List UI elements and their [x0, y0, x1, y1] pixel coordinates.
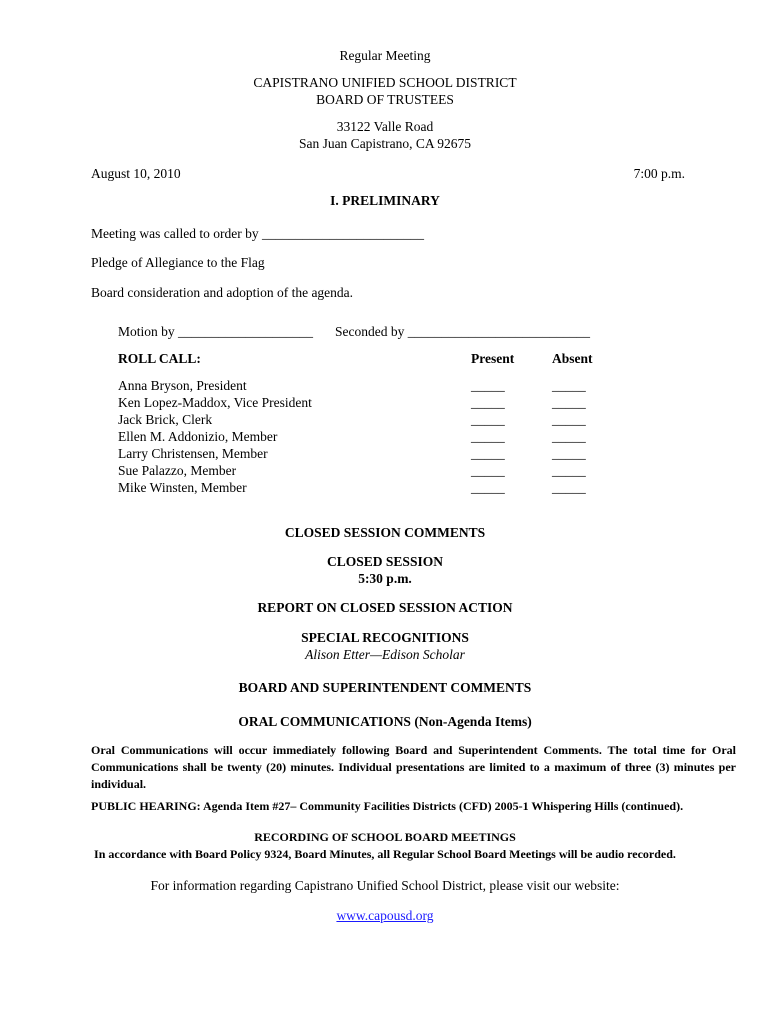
closed-session-time: 5:30 p.m. [358, 571, 412, 586]
member-name: Larry Christensen, Member [118, 446, 268, 461]
address-line1: 33122 Valle Road [336, 119, 434, 134]
member-name: Ken Lopez-Maddox, Vice President [118, 395, 312, 410]
district-name: CAPISTRANO UNIFIED SCHOOL DISTRICT [253, 75, 517, 90]
present-label: Present [471, 351, 515, 366]
closed-session-comments-heading: CLOSED SESSION COMMENTS [284, 525, 486, 540]
absent-blank: _____ [552, 429, 586, 444]
member-name: Mike Winsten, Member [118, 480, 247, 495]
recording-heading: RECORDING OF SCHOOL BOARD MEETINGS [254, 830, 516, 844]
member-name: Jack Brick, Clerk [118, 412, 213, 427]
absent-blank: _____ [552, 378, 586, 393]
absent-blank: _____ [552, 446, 586, 461]
present-blank: _____ [471, 463, 505, 478]
absent-blank: _____ [552, 463, 586, 478]
seconded-line: Seconded by ___________________________ [335, 324, 590, 339]
roll-call-heading: ROLL CALL: [118, 351, 201, 366]
present-blank: _____ [471, 446, 505, 461]
oral-communications-paragraph: Oral Communications will occur immediately following Board and Superintendent Comments. The total time for Oral Communications shall be twenty (20) minutes. Individual presentations are limited to a maximum of three (3) minutes per individual. [91, 743, 736, 791]
meeting-type: Regular Meeting [339, 48, 431, 63]
meeting-time: 7:00 p.m. [633, 166, 685, 181]
present-blank: _____ [471, 429, 505, 444]
present-blank: _____ [471, 395, 505, 410]
public-hearing-line: PUBLIC HEARING: Agenda Item #27– Community Facilities Districts (CFD) 2005-1 Whispering Hills (continued). [91, 799, 684, 813]
present-blank: _____ [471, 480, 505, 495]
absent-label: Absent [552, 351, 593, 366]
agenda-adoption: Board consideration and adoption of the agenda. [91, 285, 354, 300]
board-comments-heading: BOARD AND SUPERINTENDENT COMMENTS [238, 680, 532, 695]
pledge: Pledge of Allegiance to the Flag [91, 255, 265, 270]
call-to-order: Meeting was called to order by ________________________ [91, 226, 424, 241]
absent-blank: _____ [552, 395, 586, 410]
closed-session-heading: CLOSED SESSION [327, 554, 443, 569]
special-recognitions-heading: SPECIAL RECOGNITIONS [301, 630, 469, 645]
present-blank: _____ [471, 412, 505, 427]
absent-blank: _____ [552, 480, 586, 495]
info-text: For information regarding Capistrano Unified School District, please visit our website: [150, 878, 620, 893]
recognition-name: Alison Etter—Edison Scholar [305, 647, 465, 662]
present-blank: _____ [471, 378, 505, 393]
preliminary-heading: I. PRELIMINARY [330, 193, 440, 208]
report-closed-session-heading: REPORT ON CLOSED SESSION ACTION [257, 600, 513, 615]
member-name: Ellen M. Addonizio, Member [118, 429, 278, 444]
member-name: Anna Bryson, President [118, 378, 247, 393]
absent-blank: _____ [552, 412, 586, 427]
website-link[interactable]: www.capousd.org [336, 908, 434, 923]
recording-text: In accordance with Board Policy 9324, Board Minutes, all Regular School Board Meetings will be audio recorded. [94, 847, 676, 861]
oral-communications-heading: ORAL COMMUNICATIONS (Non-Agenda Items) [238, 714, 532, 729]
motion-line: Motion by ____________________ [118, 324, 314, 339]
meeting-date: August 10, 2010 [91, 166, 181, 181]
board-name: BOARD OF TRUSTEES [316, 92, 454, 107]
address-line2: San Juan Capistrano, CA 92675 [298, 136, 472, 151]
member-name: Sue Palazzo, Member [118, 463, 237, 478]
